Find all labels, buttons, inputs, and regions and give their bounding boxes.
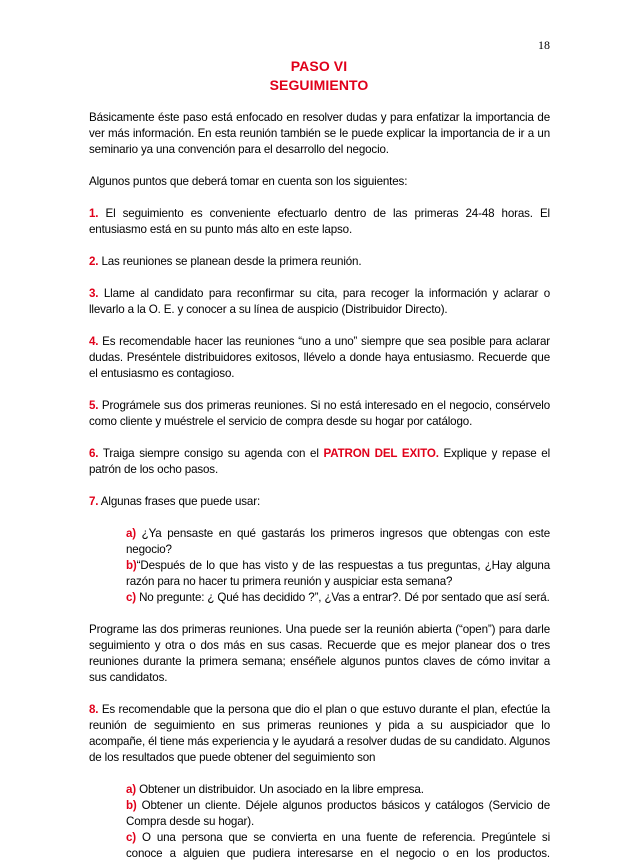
item-letter: c) [126, 591, 137, 604]
point-6 [89, 446, 550, 478]
point-text: Es recomendable que la persona que dio el plan o que estuvo durante el plan, efectúe la reunión de seguimiento en sus primeras reuniones y pida a su auspiciador que lo acompañe, él tiene más experiencia y le ayudará a resolver dudas de su candidato. Algunos de los resultados que puede obtener del seguimiento son [89, 703, 550, 764]
point-8 [89, 702, 550, 766]
list-item [126, 782, 550, 798]
item-text: No pregunte: ¿ Qué has decidido ?”, ¿Vas a entrar?. Dé por sentado que así será. [136, 591, 550, 604]
point-text: El seguimiento es conveniente efectuarlo dentro de las primeras 24-48 horas. El entusiasmo está en su punto más alto en este lapso. [89, 207, 550, 236]
document-body [89, 110, 550, 862]
point-number: 2. [89, 255, 99, 268]
list-item [126, 798, 550, 830]
list-item [126, 526, 550, 558]
section-subtitle: SEGUIMIENTO [269, 77, 369, 93]
item-letter: b) [126, 559, 137, 572]
point-2 [89, 254, 550, 270]
point-1 [89, 206, 550, 238]
point-number: 7. [89, 495, 99, 508]
list-item [126, 590, 550, 606]
section-title: PASO VI [290, 58, 348, 74]
item-text: Obtener un cliente. Déjele algunos productos básicos y catálogos (Servicio de Compra desde su hogar). [126, 799, 550, 828]
phrases-list [89, 526, 550, 606]
intro-paragraph: Básicamente éste paso está enfocado en resolver dudas y para enfatizar la importancia de ver más información. En esta reunión también se le puede explicar la importancia de ir a un seminario ya una convención para el desarrollo del negocio. [89, 111, 550, 156]
point-number: 1. [89, 207, 99, 220]
point-5 [89, 398, 550, 430]
list-item [126, 830, 550, 862]
point-number: 4. [89, 335, 99, 348]
page-number: 18 [538, 38, 550, 52]
program-paragraph: Programe las dos primeras reuniones. Una puede ser la reunión abierta (“open”) para darle seguimiento y otra o dos más en sus casas. Recuerde que es mejor planear dos o tres reuniones durante la primera semana; enséñele algunos puntos claves de cómo invitar a sus candidatos. [89, 623, 550, 684]
item-letter: b) [126, 799, 137, 812]
point-text: Las reuniones se planean desde la primera reunión. [98, 255, 362, 268]
item-text: O una persona que se convierta en una fuente de referencia. Pregúntele si conoce a alguien que pudiera interesarse en el negocio o en los productos. [126, 831, 550, 860]
point-text-after: Explique y repase el patrón de los ocho pasos. [89, 447, 551, 476]
item-letter: a) [126, 783, 137, 796]
point-number: 8. [89, 703, 99, 716]
highlight-text: PATRON DEL EXITO. [323, 447, 439, 460]
list-item [126, 558, 550, 590]
point-3 [89, 286, 550, 318]
points-intro: Algunos puntos que deberá tomar en cuenta son los siguientes: [89, 175, 408, 188]
point-number: 3. [89, 287, 99, 300]
point-7 [89, 494, 550, 510]
point-text: Prográmele sus dos primeras reuniones. Si no está interesado en el negocio, consérvelo como cliente y muéstrele el servicio de compra desde su hogar por catálogo. [89, 399, 550, 428]
item-letter: c) [126, 831, 137, 844]
point-text: Traiga siempre consigo su agenda con el [98, 447, 324, 460]
item-text: “Después de lo que has visto y de las respuestas a tus preguntas, ¿Hay alguna razón para no hacer tu primera reunión y auspiciar esta semana? [126, 559, 550, 588]
point-4 [89, 334, 550, 382]
point-number: 5. [89, 399, 99, 412]
point-number: 6. [89, 447, 99, 460]
point-text: Algunas frases que puede usar: [98, 495, 261, 508]
item-text: ¿Ya pensaste en qué gastarás los primeros ingresos que obtengas con este negocio? [126, 527, 550, 556]
point-text: Es recomendable hacer las reuniones “uno a uno” siempre que sea posible para aclarar dudas. Preséntele distribuidores exitosos, llévelo a donde haya entusiasmo. Recuerde que el entusiasmo es contagioso. [89, 335, 550, 380]
item-text: Obtener un distribuidor. Un asociado en la libre empresa. [136, 783, 424, 796]
item-letter: a) [126, 527, 137, 540]
point-text: Llame al candidato para reconfirmar su cita, para recoger la información y aclarar o llevarlo a la O. E. y conocer a su línea de auspicio (Distribuidor Directo). [89, 287, 550, 316]
results-list [89, 782, 550, 862]
